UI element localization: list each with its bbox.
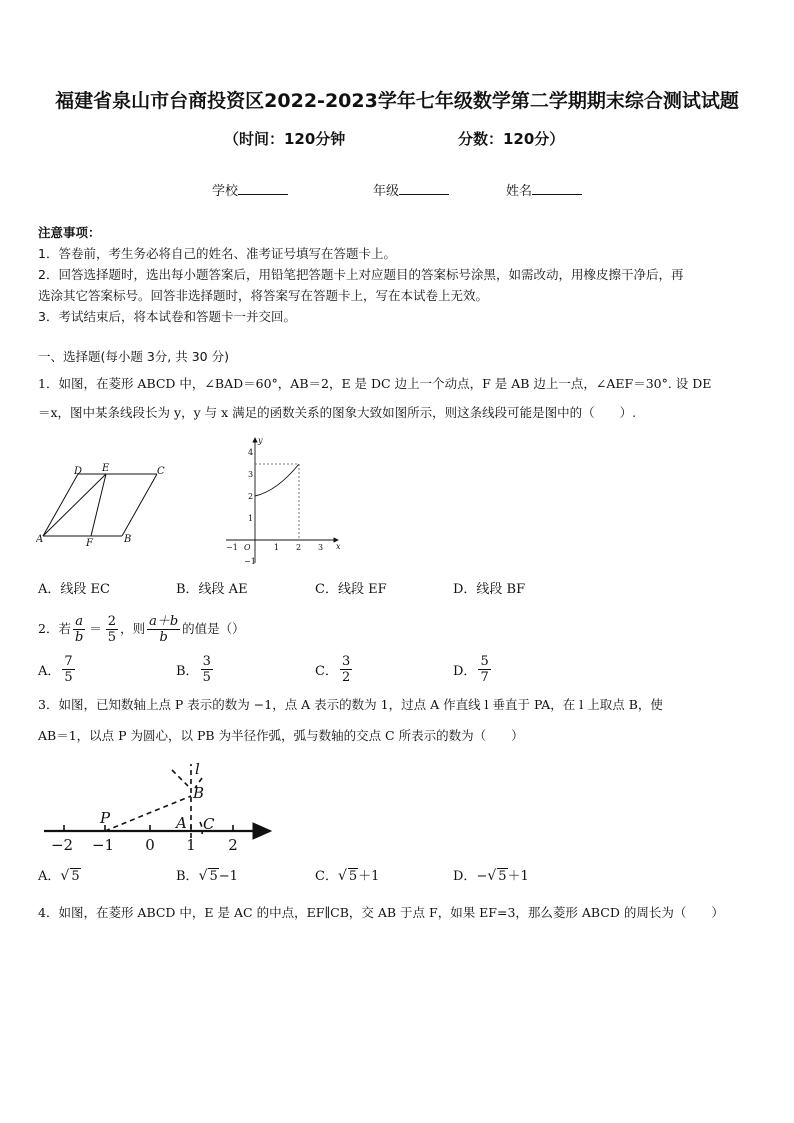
label-c: C (157, 466, 165, 477)
label-c: C (203, 815, 215, 833)
q2-option-d[interactable]: D． $\frac{5}{7}$ (453, 653, 489, 685)
q2-option-c[interactable]: C． $\frac{3}{2}$ (315, 653, 351, 685)
q4-text-line1: 4．如图，在菱形 ABCD 中，E 是 AC 的中点，EF∥CB，交 AB 于点 F，如果 EF=3，那么菱形 ABCD 的周长为（ ） (38, 905, 724, 920)
graph-tick-x: 3 (318, 543, 324, 552)
q3-text-line2: AB＝1，以点 P 为圆心，以 PB 为半径作弧，弧与数轴的交点 C 所表示的数为（ ） (38, 728, 524, 743)
rhombus-side-ad (43, 474, 78, 536)
segment-ae (43, 474, 106, 536)
label-d: D (74, 466, 83, 477)
label-a: A (36, 534, 44, 545)
q2-fraction-ab-b: $\frac{a+b}{b}$ (149, 613, 179, 645)
q1-option-a[interactable]: A．线段 EC (38, 582, 110, 597)
graph-tick-x: 2 (296, 543, 302, 552)
graph-tick-y: 3 (248, 470, 254, 479)
number-line-tick-label: −2 (50, 836, 74, 854)
label-f: F (86, 538, 93, 548)
q2-option-a[interactable]: A． $\frac{7}{5}$ (38, 653, 73, 685)
label-b: B (193, 784, 205, 802)
q1-option-b[interactable]: B．线段 AE (176, 582, 248, 597)
exam-time: （时间：120分钟 (224, 130, 346, 148)
name-blank (532, 182, 582, 195)
segment-ef (91, 474, 106, 536)
q3-text-line1: 3．如图，已知数轴上点 P 表示的数为 −1，点 A 表示的数为 1，过点 A 作直线 l 垂直于 PA，在 l 上取点 B，使 (38, 697, 663, 712)
graph-origin: O (244, 543, 251, 552)
q1-text-line2: ＝x，图中某条线段长为 y，y 与 x 满足的函数关系的图象大致如图所示，则这条线段可能是图中的（ ）. (38, 405, 637, 420)
label-a: A (176, 814, 187, 832)
arc-at-c (200, 822, 202, 834)
q2-text: 2．若 $\frac{a}{b}$ ＝ $\frac{2}{5}$ ，则 $\frac{a+b}{b}$ 的值是（） (38, 613, 245, 645)
graph-curve (255, 464, 299, 496)
graph-tick-y: 4 (248, 448, 254, 457)
note-item: 1．答卷前，考生务必将自己的姓名、准考证号填写在答题卡上。 (38, 246, 396, 261)
q3-option-b[interactable]: B．√ 5−1 (176, 868, 238, 884)
school-label: 学校 (212, 184, 239, 199)
q3-option-a[interactable]: A．√ 5 (38, 868, 80, 884)
name-label: 姓名 (506, 184, 533, 199)
note-item: 3．考试结束后，将本试卷和答题卡一并交回。 (38, 309, 296, 324)
number-line-tick-label: 0 (145, 836, 155, 854)
arc-mark (172, 770, 188, 786)
graph-x-label: x (336, 542, 341, 551)
number-line-tick-label: 2 (228, 836, 238, 854)
section-heading: 一、选择题(每小题 3分, 共 30 分) (38, 349, 229, 364)
school-field (212, 180, 288, 199)
q1-option-d[interactable]: D．线段 BF (453, 582, 526, 597)
notes-heading: 注意事项： (38, 225, 101, 240)
q2-suffix: 的值是（） (182, 621, 245, 636)
graph-tick-y: 2 (248, 492, 254, 501)
q2-then: ，则 (120, 621, 146, 636)
school-blank (238, 182, 288, 195)
note-item: 2．回答选择题时，选出每小题答案后，用铅笔把答题卡上对应题目的答案标号涂黑，如需改动，用橡皮擦干净后，再 (38, 267, 684, 282)
label-l: l (195, 760, 200, 778)
label-p: P (100, 809, 111, 827)
q2-option-b[interactable]: B． $\frac{3}{5}$ (176, 653, 211, 685)
q2-prefix: 2．若 (38, 621, 71, 636)
q3-option-d[interactable]: D．−√ 5＋1 (453, 868, 529, 884)
graph-tick-y: −1 (244, 557, 256, 566)
notes-block (38, 222, 758, 327)
q1-option-c[interactable]: C．线段 EF (315, 582, 387, 597)
rhombus-side-cb (122, 474, 157, 536)
page-title: 福建省泉山市台商投资区2022-2023学年七年级数学第二学期期末综合测试试题 (55, 90, 739, 112)
q2-fraction-a-b: $\frac{a}{b}$ (74, 613, 84, 645)
q3-option-c[interactable]: C．√ 5＋1 (315, 868, 380, 884)
number-line-tick-label: −1 (91, 836, 115, 854)
grade-blank (399, 182, 449, 195)
graph-tick-x: 1 (274, 543, 280, 552)
graph-tick-y: 1 (248, 514, 254, 523)
graph-tick-x: −1 (226, 543, 238, 552)
label-e: E (102, 463, 110, 474)
exam-score: 分数：120分） (458, 130, 565, 148)
q1-rhombus-figure (36, 462, 166, 548)
note-item: 选涂其它答案标号。回答非选择题时，将答案写在答题卡上，写在本试卷上无效。 (38, 288, 489, 303)
q1-text-line1: 1．如图，在菱形 ABCD 中，∠BAD＝60°，AB＝2，E 是 DC 边上一个动点，F 是 AB 边上一点，∠AEF＝30°. 设 DE (38, 376, 712, 391)
q3-number-line-figure (40, 756, 276, 854)
grade-field (373, 180, 449, 199)
graph-y-label: y (258, 436, 263, 445)
q2-fraction-2-5: $\frac{2}{5}$ (107, 613, 117, 645)
grade-label: 年级 (373, 184, 400, 199)
name-field (506, 180, 582, 199)
q1-function-graph (222, 433, 346, 573)
label-b: B (124, 534, 132, 545)
number-line-tick-label: 1 (186, 836, 196, 854)
